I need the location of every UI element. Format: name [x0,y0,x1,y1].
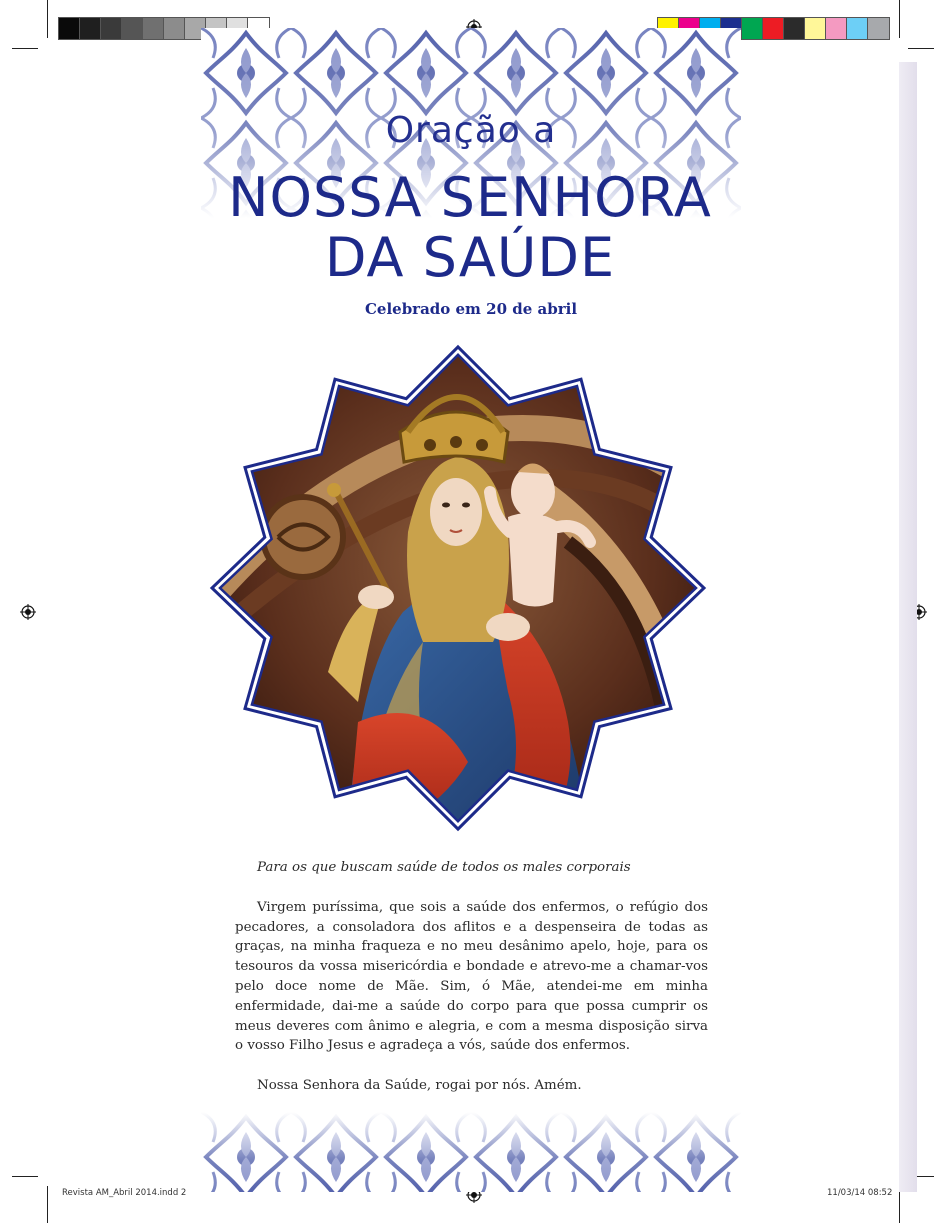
calibration-swatch [805,18,826,39]
calibration-swatch [868,18,889,39]
calibration-swatch [143,18,164,39]
page-edge-strip [899,62,917,1192]
calibration-swatch [784,18,805,39]
title-line: DA SAÚDE [324,226,616,289]
decorative-tile-footer [201,1112,741,1192]
title-line: NOSSA SENHORA [228,166,712,229]
crop-mark [47,1186,48,1223]
prayer-body [235,858,708,1096]
crop-mark [899,0,900,38]
calibration-swatch [847,18,868,39]
celebration-date: Celebrado em 20 de abril [364,300,578,318]
crop-mark [12,48,38,49]
calibration-swatch [59,18,80,39]
crop-mark [12,1176,38,1177]
madonna-illustration [208,342,708,834]
calibration-swatch [122,18,143,39]
page-title [180,168,760,288]
prayer-closing: Nossa Senhora da Saúde, rogai por nós. Amém. [257,1078,582,1094]
calibration-swatch [742,18,763,39]
calibration-swatch [101,18,122,39]
calibration-swatch [763,18,784,39]
slug-timestamp: 11/03/14 08:52 [827,1188,893,1198]
prayer-paragraph: Virgem puríssima, que sois a saúde dos enfermos, o refúgio dos pecadores, a consoladora dos aflitos e a despenseira de todas as graças, na minha fraqueza e no meu desânimo apelo, hoje, para os tesouros da vossa misericórdia e bondade e atrevo-me a chamar-vos pelo doce nome de Mãe. Sim, ó Mãe, atendei-me em minha enfermidade, dai-me a saúde do corpo para que possa cumprir os meus deveres com ânimo e alegria, e com a mesma disposição sirva o vosso Filho Jesus e agradeça a vós, saúde dos enfermos. [235,899,708,1054]
star-framed-photo [208,342,708,834]
crop-mark [47,0,48,38]
calibration-swatch [80,18,101,39]
crop-mark [908,48,934,49]
registration-mark-icon [20,604,36,620]
slug-filename: Revista AM_Abril 2014.indd 2 [62,1188,187,1198]
prayer-intro: Para os que buscam saúde de todos os males corporais [257,860,631,875]
calibration-swatch [164,18,185,39]
calibration-swatch [826,18,847,39]
title-prefix: Oração a [385,110,557,151]
